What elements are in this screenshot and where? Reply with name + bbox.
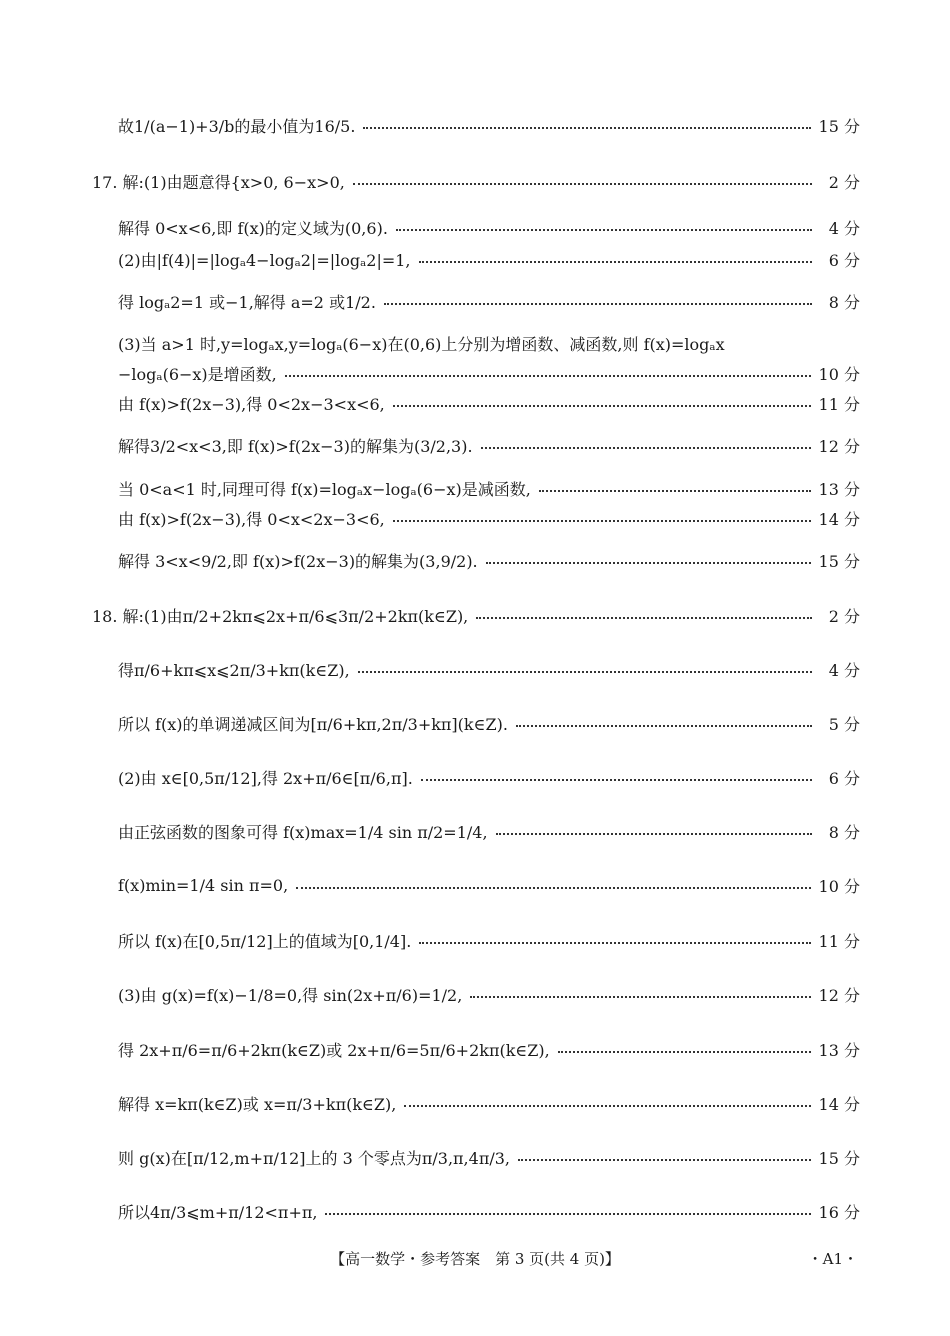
answer-line — [118, 545, 860, 575]
answer-line — [118, 816, 860, 846]
answer-line — [118, 430, 860, 460]
leader-dots — [539, 490, 811, 492]
answer-line — [118, 762, 860, 792]
score-label: 11 分 — [818, 394, 860, 414]
line-text: 得π/6+kπ⩽x⩽2π/3+kπ(k∈Z), — [118, 660, 350, 680]
score-label: 13 分 — [818, 1040, 860, 1060]
leader-dots — [393, 520, 811, 522]
answer-line — [118, 1196, 860, 1226]
answer-line — [118, 1088, 860, 1118]
page-footer — [0, 1248, 950, 1270]
answer-line — [118, 925, 860, 955]
leader-dots — [419, 261, 812, 263]
line-text: 18. 解:(1)由π/2+2kπ⩽2x+π/6⩽3π/2+2kπ(k∈Z), — [92, 606, 469, 626]
answer-line — [118, 358, 860, 388]
answer-line — [118, 1142, 860, 1172]
leader-dots — [558, 1051, 811, 1053]
leader-dots — [393, 405, 811, 407]
leader-dots — [486, 562, 811, 564]
answer-line — [118, 473, 860, 503]
line-text: (3)由 g(x)=f(x)−1/8=0,得 sin(2x+π/6)=1/2, — [118, 985, 463, 1005]
line-text: 解得3/2<x<3,即 f(x)>f(2x−3)的解集为(3/2,3). — [118, 436, 473, 456]
line-text: 由 f(x)>f(2x−3),得 0<2x−3<x<6, — [118, 394, 385, 414]
leader-dots — [384, 303, 812, 305]
line-text: 所以4π/3⩽m+π/12<π+π, — [118, 1202, 318, 1222]
line-text: 解得 x=kπ(k∈Z)或 x=π/3+kπ(k∈Z), — [118, 1094, 397, 1114]
line-text: 由正弦函数的图象可得 f(x)max=1/4 sin π/2=1/4, — [118, 822, 488, 842]
line-text: 解得 0<x<6,即 f(x)的定义域为(0,6). — [118, 218, 388, 238]
answer-line — [118, 708, 860, 738]
line-text: 由 f(x)>f(2x−3),得 0<x<2x−3<6, — [118, 509, 385, 529]
leader-dots — [421, 779, 812, 781]
answer-line — [92, 166, 860, 196]
score-label: 4 分 — [828, 660, 860, 680]
leader-dots — [404, 1105, 810, 1107]
score-label: 12 分 — [818, 436, 860, 456]
line-text: 得 logₐ2=1 或−1,解得 a=2 或1/2. — [118, 292, 376, 312]
line-text: f(x)min=1/4 sin π=0, — [118, 875, 289, 895]
answer-line — [118, 110, 860, 140]
answer-line — [118, 212, 860, 242]
leader-dots — [396, 229, 812, 231]
score-label: 4 分 — [828, 218, 860, 238]
answer-line — [118, 654, 860, 684]
answer-line — [118, 388, 860, 418]
line-text: 所以 f(x)在[0,5π/12]上的值域为[0,1/4]. — [118, 931, 412, 951]
line-text: −logₐ(6−x)是增函数, — [118, 364, 277, 384]
answer-line — [118, 328, 860, 358]
score-label: 14 分 — [818, 509, 860, 529]
line-text: 解得 3<x<9/2,即 f(x)>f(2x−3)的解集为(3,9/2). — [118, 551, 478, 571]
line-text: (2)由 x∈[0,5π/12],得 2x+π/6∈[π/6,π]. — [118, 768, 413, 788]
leader-dots — [516, 725, 812, 727]
leader-dots — [419, 942, 810, 944]
line-text: (3)当 a>1 时,y=logₐx,y=logₐ(6−x)在(0,6)上分别为增函数、减函数,则 f(x)=logₐx — [118, 334, 725, 354]
score-label: 10 分 — [818, 364, 860, 384]
line-text: 所以 f(x)的单调递减区间为[π/6+kπ,2π/3+kπ](k∈Z). — [118, 714, 508, 734]
line-text: 则 g(x)在[π/12,m+π/12]上的 3 个零点为π/3,π,4π/3, — [118, 1148, 510, 1168]
leader-dots — [353, 183, 812, 185]
answer-line — [92, 600, 860, 630]
line-text: 当 0<a<1 时,同理可得 f(x)=logₐx−logₐ(6−x)是减函数, — [118, 479, 531, 499]
leader-dots — [296, 887, 810, 889]
leader-dots — [518, 1159, 811, 1161]
answer-line — [118, 1034, 860, 1064]
leader-dots — [325, 1213, 810, 1215]
line-text: 故1/(a−1)+3/b的最小值为16/5. — [118, 116, 356, 136]
score-label: 15 分 — [818, 1148, 860, 1168]
score-label: 15 分 — [818, 551, 860, 571]
score-label: 10 分 — [818, 876, 860, 896]
page-code: ・A1・ — [807, 1250, 858, 1268]
leader-dots — [496, 833, 812, 835]
score-label: 16 分 — [818, 1202, 860, 1222]
line-text: 得 2x+π/6=π/6+2kπ(k∈Z)或 2x+π/6=5π/6+2kπ(k∈Z), — [118, 1040, 550, 1060]
answer-line — [118, 870, 860, 900]
score-label: 8 分 — [828, 292, 860, 312]
leader-dots — [470, 996, 810, 998]
score-label: 13 分 — [818, 479, 860, 499]
score-label: 14 分 — [818, 1094, 860, 1114]
line-text: 17. 解:(1)由题意得{x>0, 6−x>0, — [92, 172, 345, 192]
score-label: 12 分 — [818, 985, 860, 1005]
answer-line — [118, 503, 860, 533]
leader-dots — [481, 447, 811, 449]
answer-line — [118, 244, 860, 274]
leader-dots — [358, 671, 812, 673]
footer-title: 【高一数学・参考答案 第 3 页(共 4 页)】 — [330, 1250, 620, 1268]
leader-dots — [285, 375, 811, 377]
score-label: 11 分 — [818, 931, 860, 951]
line-text: (2)由|f(4)|=|logₐ4−logₐ2|=|logₐ2|=1, — [118, 250, 411, 270]
answer-line — [118, 286, 860, 316]
answer-line — [118, 979, 860, 1009]
score-label: 8 分 — [828, 822, 860, 842]
leader-dots — [476, 617, 812, 619]
score-label: 2 分 — [828, 606, 860, 626]
leader-dots — [363, 127, 810, 129]
score-label: 5 分 — [828, 714, 860, 734]
score-label: 6 分 — [828, 768, 860, 788]
score-label: 15 分 — [818, 116, 860, 136]
score-label: 6 分 — [828, 250, 860, 270]
score-label: 2 分 — [828, 172, 860, 192]
